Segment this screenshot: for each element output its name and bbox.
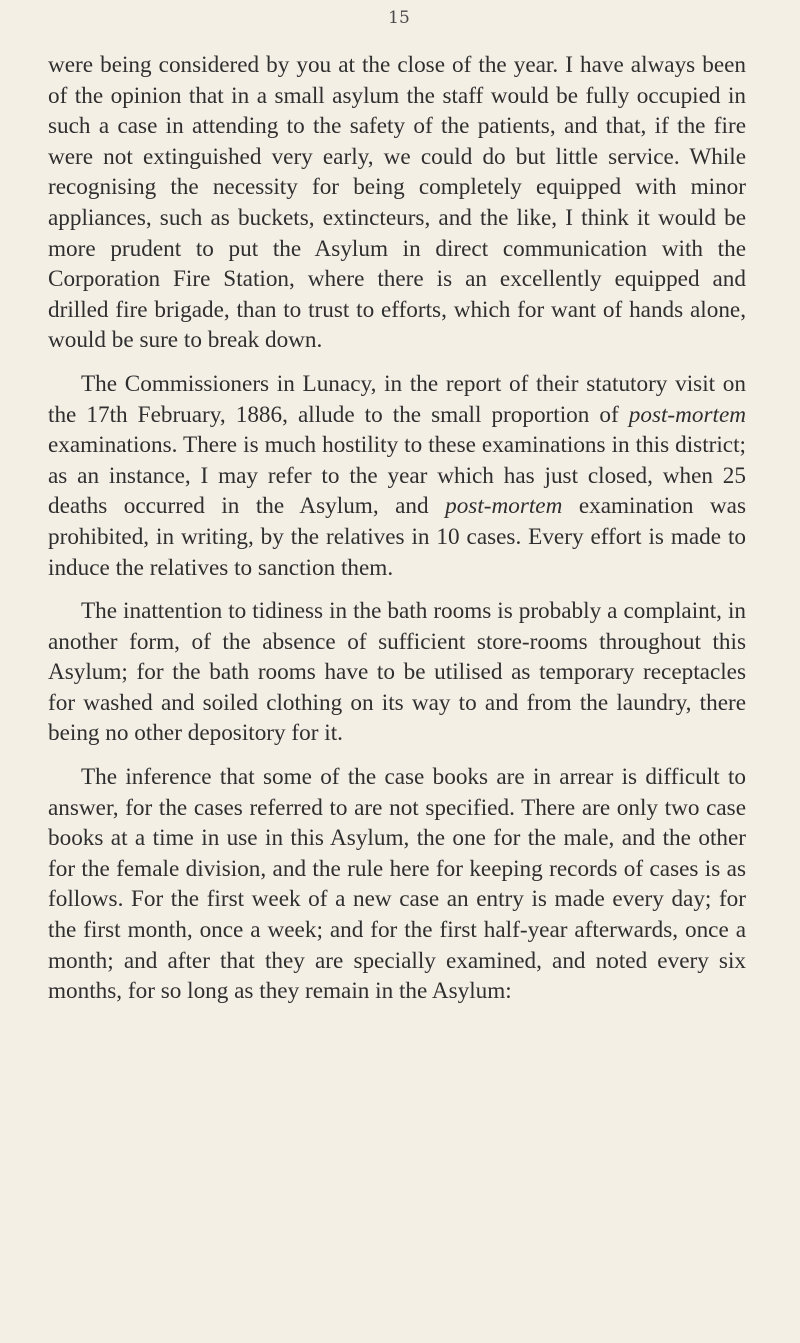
paragraph-commissioners bbox=[48, 369, 746, 583]
paragraph-commissioners-part-3: examination was prohibited, in writing, by the relatives in 10 cases. Every effort is made to induce the relatives to sanction them. bbox=[48, 493, 746, 581]
paragraph-fire-safety: were being considered by you at the close of the year. I have always been of the opinion that in a small asylum the staff would be fully occupied in such a case in attending to the safety of the patients, and that, if the fire were not extinguished very early, we could do but little service. While recognising the necessity for being completely equipped with minor appliances, such as buckets, extincteurs, and the like, I think it would be more prudent to put the Asylum in direct communication with the Corporation Fire Station, where there is an excellently equipped and drilled fire brigade, than to trust to efforts, which for want of hands alone, would be sure to break down. bbox=[48, 52, 746, 354]
page-number: 15 bbox=[388, 8, 410, 28]
paragraph-bath-rooms bbox=[48, 596, 746, 749]
paragraph-case-books bbox=[48, 762, 746, 1007]
body-text bbox=[48, 50, 746, 1007]
paragraph-bath-rooms-text: The inattention to tidiness in the bath rooms is probably a complaint, in another form, of the absence of sufficient store-rooms throughout this Asylum; for the bath rooms have to be utilised as temporary receptacles for washed and soiled clothing on its way to and from the laundry, there being no other depository for it. bbox=[48, 598, 746, 747]
post-mortem-italic-1: post-mortem bbox=[628, 401, 746, 428]
paragraph-commissioners-part-1: The Commissioners in Lunacy, in the report of their statutory visit on the 17th February, 1886, allude to the small proportion of bbox=[48, 370, 746, 428]
paragraph-case-books-text: The inference that some of the case books are in arrear is difficult to answer, for the cases referred to are not specified. There are only two case books at a time in use in this Asylum, the one for the male, and the other for the female division, and the rule here for keeping records of cases is as follows. For the first week of a new case an entry is made every day; for the first month, once a week; and for the first half-year afterwards, once a month; and after that they are specially examined, and noted every six months, for so long as they remain in the Asylum: bbox=[48, 764, 746, 1005]
post-mortem-italic-2: post-mortem bbox=[445, 493, 563, 520]
paragraph-commissioners-part-2: examinations. There is much hostility to these examinations in this district; as an instance, I may refer to the year which has just closed, when 25 deaths occurred in the Asylum, and bbox=[48, 432, 746, 520]
